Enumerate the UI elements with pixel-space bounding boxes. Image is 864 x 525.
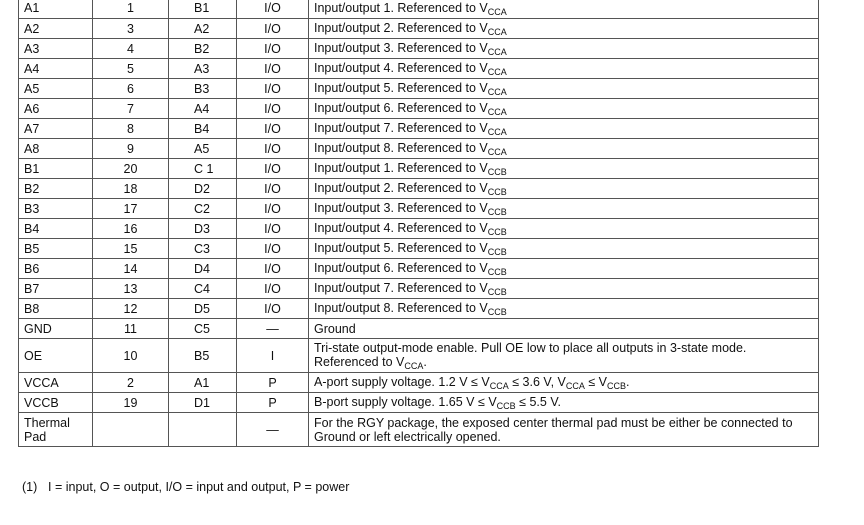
subscript-text: CCA xyxy=(487,107,507,117)
cell-description xyxy=(309,139,819,159)
subscript-text: CCB xyxy=(487,227,507,237)
subscript-text: CCB xyxy=(487,267,507,277)
subscript-text: CCA xyxy=(487,27,507,37)
cell-description xyxy=(309,179,819,199)
description-text: Input/output 5. Referenced to V xyxy=(314,241,488,255)
cell-c3: A3 xyxy=(169,59,237,79)
cell-c3: B2 xyxy=(169,39,237,59)
cell-c1: A6 xyxy=(19,99,93,119)
cell-c4: I/O xyxy=(237,139,309,159)
cell-c1: OE xyxy=(19,339,93,373)
subscript-text: CCA xyxy=(404,361,424,371)
cell-c3: B4 xyxy=(169,119,237,139)
cell-c1: GND xyxy=(19,319,93,339)
table-row xyxy=(19,373,819,393)
description-text: Input/output 1. Referenced to V xyxy=(314,161,488,175)
table-row xyxy=(19,279,819,299)
cell-c4: I/O xyxy=(237,79,309,99)
cell-description xyxy=(309,373,819,393)
table-row xyxy=(19,393,819,413)
cell-description xyxy=(309,39,819,59)
cell-description xyxy=(309,119,819,139)
cell-description xyxy=(309,0,819,19)
description-text: Input/output 8. Referenced to V xyxy=(314,141,488,155)
cell-c2: 12 xyxy=(93,299,169,319)
cell-c2: 17 xyxy=(93,199,169,219)
cell-c2: 16 xyxy=(93,219,169,239)
cell-description xyxy=(309,319,819,339)
cell-c2: 15 xyxy=(93,239,169,259)
cell-c2: 6 xyxy=(93,79,169,99)
subscript-text: CCB xyxy=(487,167,507,177)
cell-c3: A2 xyxy=(169,19,237,39)
table-row xyxy=(19,0,819,19)
cell-c2: 5 xyxy=(93,59,169,79)
cell-c1: A5 xyxy=(19,79,93,99)
cell-c4: P xyxy=(237,393,309,413)
cell-c3: B1 xyxy=(169,0,237,19)
subscript-text: CCA xyxy=(489,381,509,391)
cell-c3: D2 xyxy=(169,179,237,199)
cell-c3: C 1 xyxy=(169,159,237,179)
cell-description xyxy=(309,99,819,119)
cell-c2: 19 xyxy=(93,393,169,413)
cell-c4: I/O xyxy=(237,39,309,59)
cell-c1: B8 xyxy=(19,299,93,319)
table-row xyxy=(19,299,819,319)
cell-c4: I/O xyxy=(237,259,309,279)
subscript-text: CCB xyxy=(487,307,507,317)
cell-c2 xyxy=(93,413,169,447)
table-row xyxy=(19,413,819,447)
cell-c2: 9 xyxy=(93,139,169,159)
cell-c3: A5 xyxy=(169,139,237,159)
cell-c3: C2 xyxy=(169,199,237,219)
cell-c1: VCCB xyxy=(19,393,93,413)
cell-c4: I/O xyxy=(237,279,309,299)
cell-c4: I/O xyxy=(237,219,309,239)
cell-description xyxy=(309,59,819,79)
description-text: For the RGY package, the exposed center thermal pad must be either be connected to xyxy=(314,415,793,430)
cell-c1: B2 xyxy=(19,179,93,199)
cell-c1: A2 xyxy=(19,19,93,39)
cell-description xyxy=(309,239,819,259)
cell-c4: P xyxy=(237,373,309,393)
subscript-text: CCA xyxy=(487,127,507,137)
table-row xyxy=(19,19,819,39)
table-row xyxy=(19,139,819,159)
table-row xyxy=(19,239,819,259)
cell-c4: I/O xyxy=(237,239,309,259)
table-row xyxy=(19,259,819,279)
description-text: A-port supply voltage. 1.2 V ≤ V xyxy=(314,375,490,389)
footnote xyxy=(22,480,349,494)
cell-c3: C4 xyxy=(169,279,237,299)
cell-c1: B4 xyxy=(19,219,93,239)
cell-description xyxy=(309,299,819,319)
description-text: B-port supply voltage. 1.65 V ≤ V xyxy=(314,395,497,409)
cell-c2: 18 xyxy=(93,179,169,199)
table-row xyxy=(19,199,819,219)
cell-c3: B5 xyxy=(169,339,237,373)
cell-c4: I/O xyxy=(237,59,309,79)
cell-c4: I/O xyxy=(237,119,309,139)
subscript-text: CCA xyxy=(487,47,507,57)
subscript-text: CCA xyxy=(565,381,585,391)
subscript-text: CCB xyxy=(487,187,507,197)
cell-c3: D1 xyxy=(169,393,237,413)
cell-c3: A4 xyxy=(169,99,237,119)
cell-c3: D3 xyxy=(169,219,237,239)
table-row xyxy=(19,159,819,179)
description-text: Input/output 4. Referenced to V xyxy=(314,221,488,235)
cell-c3: B3 xyxy=(169,79,237,99)
description-text: ≤ 5.5 V. xyxy=(515,395,561,409)
cell-description xyxy=(309,199,819,219)
cell-c3: D5 xyxy=(169,299,237,319)
description-text: Input/output 5. Referenced to V xyxy=(314,81,488,95)
table-row xyxy=(19,219,819,239)
description-text: Referenced to V xyxy=(314,355,405,369)
cell-c1: VCCA xyxy=(19,373,93,393)
footnote-mark: (1) xyxy=(22,480,38,494)
cell-c4: I/O xyxy=(237,0,309,19)
cell-c1: B1 xyxy=(19,159,93,179)
description-text: Input/output 1. Referenced to V xyxy=(314,0,488,15)
cell-c1: B7 xyxy=(19,279,93,299)
subscript-text: CCB xyxy=(496,401,516,411)
table-row xyxy=(19,179,819,199)
cell-c1: A3 xyxy=(19,39,93,59)
cell-c1: A7 xyxy=(19,119,93,139)
cell-c3: D4 xyxy=(169,259,237,279)
cell-description xyxy=(309,219,819,239)
cell-description xyxy=(309,339,819,373)
cell-c3: C5 xyxy=(169,319,237,339)
description-text: Input/output 3. Referenced to V xyxy=(314,201,488,215)
cell-c1: B5 xyxy=(19,239,93,259)
pin-function-table xyxy=(18,0,819,447)
cell-c2: 3 xyxy=(93,19,169,39)
subscript-text: CCB xyxy=(487,287,507,297)
cell-description xyxy=(309,79,819,99)
cell-c4: — xyxy=(237,319,309,339)
subscript-text: CCA xyxy=(487,147,507,157)
subscript-text: CCA xyxy=(487,87,507,97)
cell-description xyxy=(309,19,819,39)
cell-c4: I/O xyxy=(237,299,309,319)
description-text: Ground xyxy=(314,321,356,336)
cell-c2: 20 xyxy=(93,159,169,179)
table-row xyxy=(19,99,819,119)
cell-c1: B6 xyxy=(19,259,93,279)
cell-c1: A1 xyxy=(19,0,93,19)
cell-c4: I/O xyxy=(237,19,309,39)
cell-c4: I/O xyxy=(237,199,309,219)
cell-c2: 14 xyxy=(93,259,169,279)
table-row xyxy=(19,319,819,339)
description-text: Tri-state output-mode enable. Pull OE low to place all outputs in 3-state mode. xyxy=(314,341,747,355)
cell-c1: A4 xyxy=(19,59,93,79)
table-row xyxy=(19,119,819,139)
cell-c2: 1 xyxy=(93,0,169,19)
table-row xyxy=(19,79,819,99)
cell-c4: I/O xyxy=(237,159,309,179)
subscript-text: CCA xyxy=(487,67,507,77)
cell-c2: 8 xyxy=(93,119,169,139)
cell-c4: I/O xyxy=(237,179,309,199)
footnote-text: I = input, O = output, I/O = input and output, P = power xyxy=(48,480,350,494)
description-text: Input/output 2. Referenced to V xyxy=(314,21,488,35)
cell-description xyxy=(309,413,819,447)
description-text: Input/output 6. Referenced to V xyxy=(314,101,488,115)
cell-c4: — xyxy=(237,413,309,447)
cell-c3: C3 xyxy=(169,239,237,259)
table-row xyxy=(19,339,819,373)
subscript-text: CCA xyxy=(487,6,507,17)
description-text: . xyxy=(626,375,630,389)
description-text: Input/output 3. Referenced to V xyxy=(314,41,488,55)
cell-c3 xyxy=(169,413,237,447)
subscript-text: CCB xyxy=(487,247,507,257)
cell-description xyxy=(309,279,819,299)
cell-description xyxy=(309,393,819,413)
cell-c1: Thermal Pad xyxy=(19,413,93,447)
cell-c2: 11 xyxy=(93,319,169,339)
description-text: Input/output 7. Referenced to V xyxy=(314,281,488,295)
cell-c2: 13 xyxy=(93,279,169,299)
subscript-text: CCB xyxy=(607,381,627,391)
description-text: ≤ 3.6 V, V xyxy=(508,375,566,389)
description-text: . xyxy=(423,355,427,369)
description-text: Input/output 2. Referenced to V xyxy=(314,181,488,195)
table-row xyxy=(19,39,819,59)
cell-c1: B3 xyxy=(19,199,93,219)
table-row xyxy=(19,59,819,79)
cell-c3: A1 xyxy=(169,373,237,393)
cell-description xyxy=(309,259,819,279)
cell-c4: I/O xyxy=(237,99,309,119)
cell-c2: 10 xyxy=(93,339,169,373)
description-text: Input/output 8. Referenced to V xyxy=(314,301,488,315)
cell-c2: 4 xyxy=(93,39,169,59)
cell-c2: 7 xyxy=(93,99,169,119)
description-text: Ground or left electrically opened. xyxy=(314,429,501,444)
cell-c2: 2 xyxy=(93,373,169,393)
description-text: Input/output 6. Referenced to V xyxy=(314,261,488,275)
cell-c1: A8 xyxy=(19,139,93,159)
description-text: ≤ V xyxy=(584,375,608,389)
subscript-text: CCB xyxy=(487,207,507,217)
cell-c4: I xyxy=(237,339,309,373)
cell-description xyxy=(309,159,819,179)
description-text: Input/output 4. Referenced to V xyxy=(314,61,488,75)
description-text: Input/output 7. Referenced to V xyxy=(314,121,488,135)
